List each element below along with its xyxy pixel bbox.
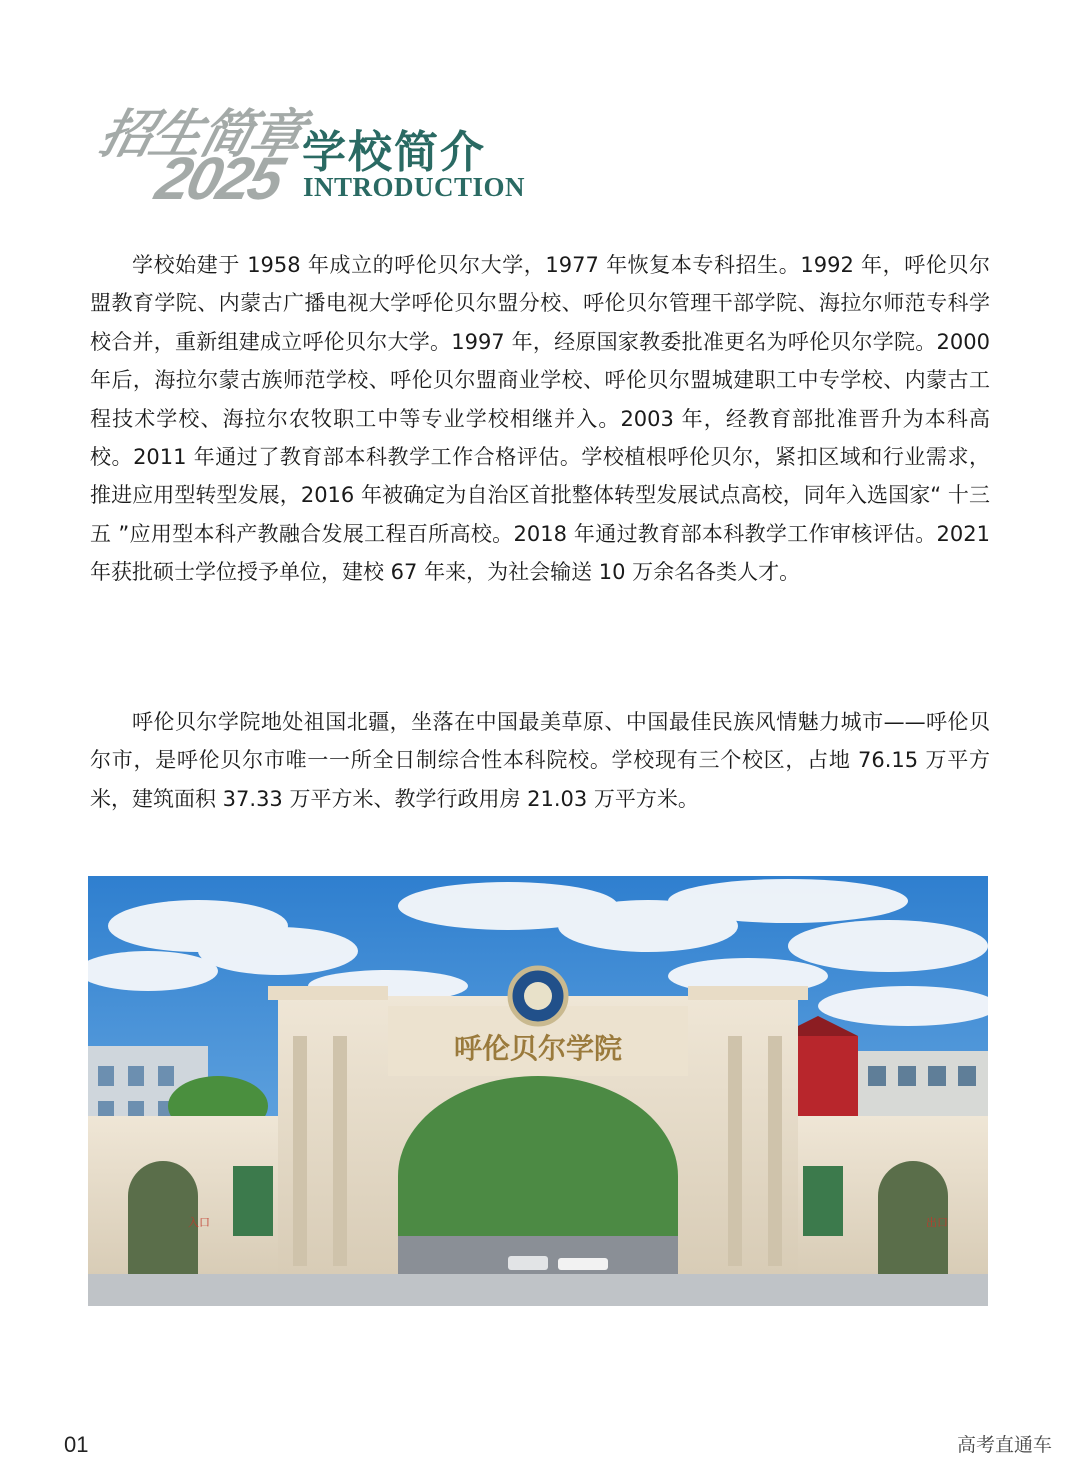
- section-title: 学校简介: [302, 127, 486, 178]
- watermark-label: 高考直通车: [956, 1434, 1052, 1456]
- campus-gate-photo: [88, 876, 988, 1306]
- road: [88, 1274, 988, 1306]
- exit-sign: 出口: [926, 1216, 948, 1229]
- section-subtitle: INTRODUCTION: [303, 172, 526, 202]
- brand-line-1: 招生简章: [93, 105, 309, 165]
- entrance-sign: 入口: [188, 1216, 210, 1229]
- header: [0, 0, 1080, 230]
- brand-script-logo: [70, 92, 331, 218]
- gate-inscription: 呼伦贝尔学院: [453, 1032, 623, 1065]
- campus-gate-illustration: [88, 876, 988, 1306]
- intro-paragraph-1: 学校始建于 1958 年成立的呼伦贝尔大学，1977 年恢复本专科招生。1992 年，呼伦贝尔盟教育学院、内蒙古广播电视大学呼伦贝尔盟分校、呼伦贝尔管理干部学院、海拉尔师范专科学校合并，重新组建成立呼伦贝尔大学。1997 年，经原国家教委批准更名为呼伦贝尔学院。2000 年后，海拉尔蒙古族师范学校、呼伦贝尔盟商业学校、呼伦贝尔盟城建职工中专学校、内蒙古工程技术学校、海拉尔农牧职工中等专业学校相继并入。2003 年，经教育部批准晋升为本科高校。2011 年通过了教育部本科教学工作合格评估。学校植根呼伦贝尔，紧扣区域和行业需求，推进应用型转型发展，2016 年被确定为自治区首批整体转型发展试点高校，同年入选国家“ 十三五 ”应用型本科产教融合发展工程百所高校。2018 年通过教育部本科教学工作审核评估。2021 年获批硕士学位授予单位，建校 67 年来，为社会输送 10 万余名各类人才。: [90, 253, 990, 585]
- page-number: 01: [64, 1432, 89, 1457]
- intro-paragraph-2: 呼伦贝尔学院地处祖国北疆，坐落在中国最美草原、中国最佳民族风情魅力城市——呼伦贝尔市，是呼伦贝尔市唯一一所全日制综合性本科院校。学校现有三个校区，占地 76.15 万平方米，建筑面积 37.33 万平方米、教学行政用房 21.03 万平方米。: [90, 710, 990, 811]
- brand-line-2: 2025: [149, 145, 288, 212]
